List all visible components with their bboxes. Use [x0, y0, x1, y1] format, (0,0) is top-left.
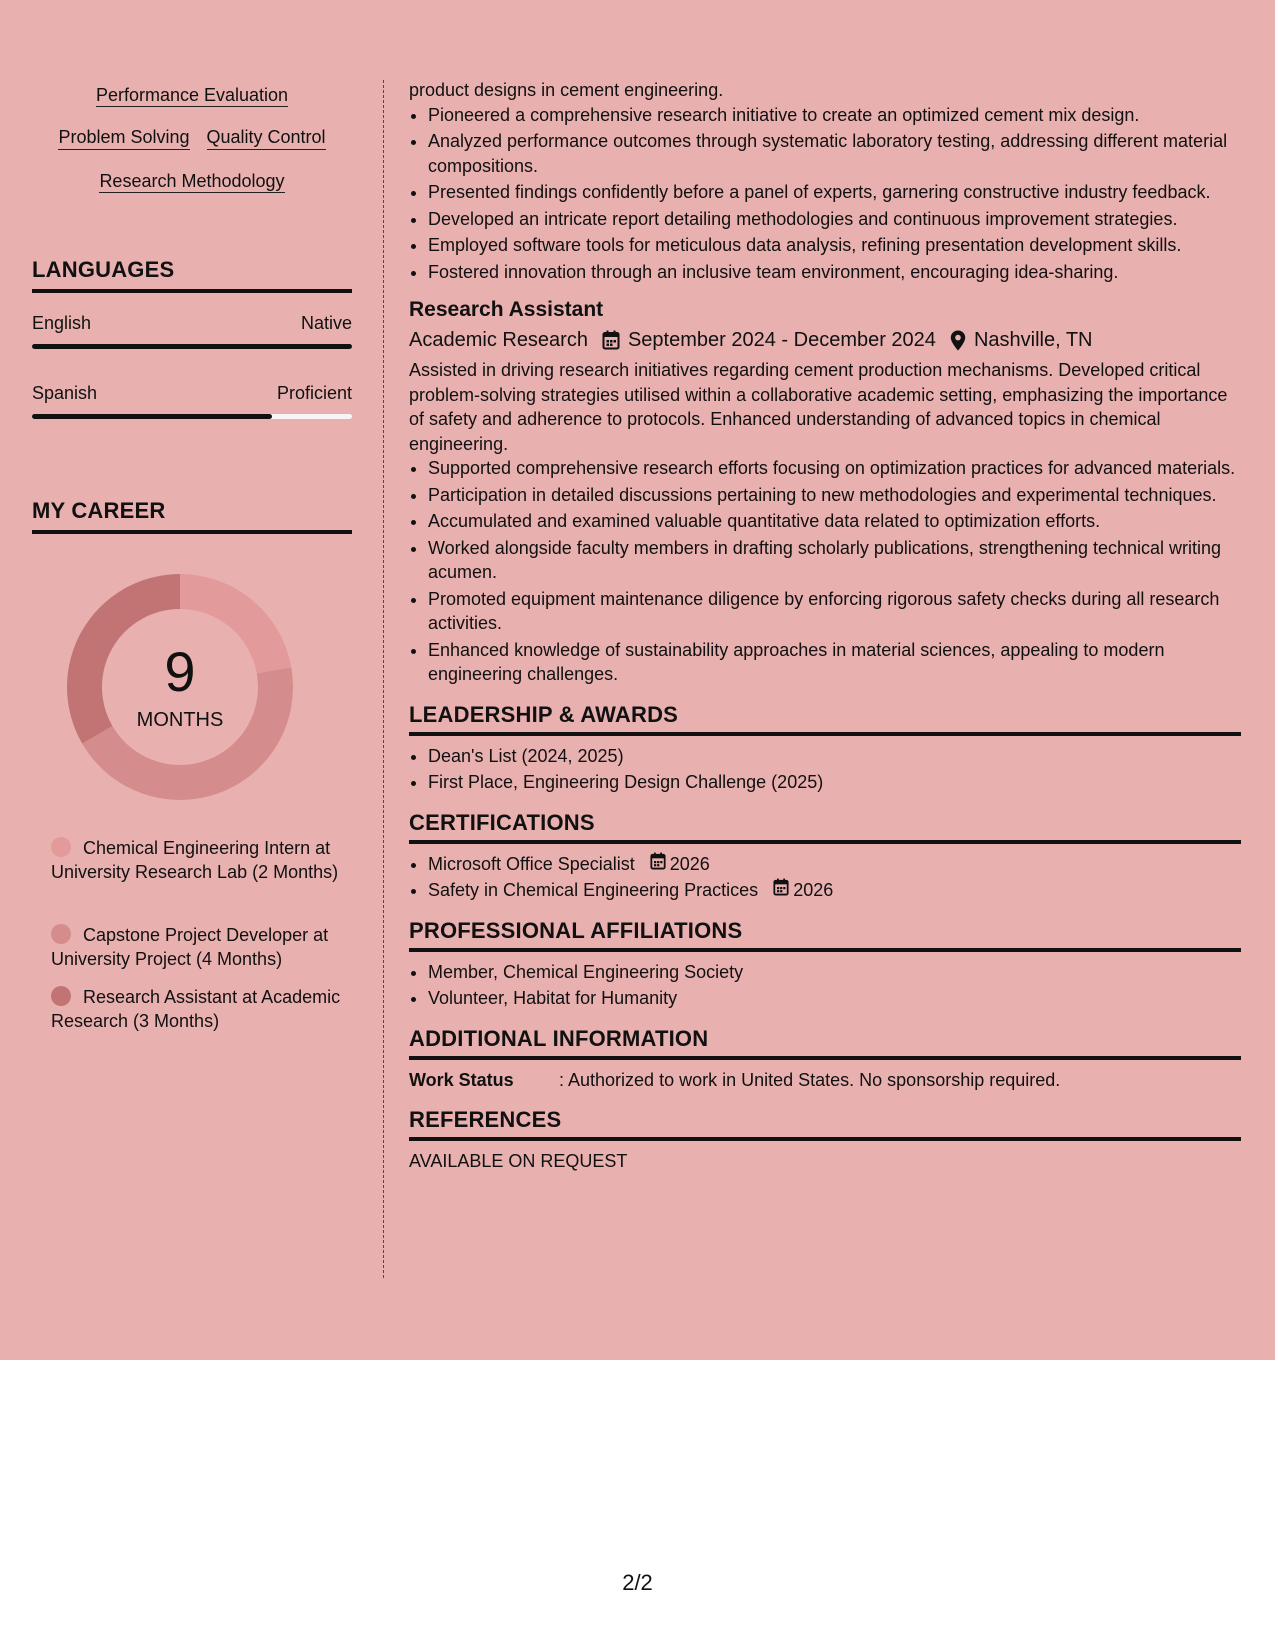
- section-title: LEADERSHIP & AWARDS: [409, 701, 679, 727]
- job-meta: [409, 325, 1241, 355]
- list-item: • Member, Chemical Engineering Society: [428, 960, 1241, 985]
- job-title: Research Assistant: [409, 298, 604, 321]
- work-status-row: [409, 1068, 1241, 1093]
- list-item: • Supported comprehensive research efforts focusing on optimization practices for advanced materials.: [428, 456, 1241, 481]
- language-level: Proficient: [276, 383, 352, 403]
- career-section: [32, 498, 352, 534]
- list-item: • Participation in detailed discussions pertaining to new methodologies and experimental techniques.: [428, 483, 1241, 508]
- list-item: • Analyzed performance outcomes through systematic laboratory testing, addressing different material compositions.: [428, 129, 1241, 178]
- list-item: • Volunteer, Habitat for Humanity: [428, 986, 1241, 1011]
- certifications-list: [409, 852, 1241, 903]
- career-legend-item: [51, 836, 341, 884]
- section-title: PROFESSIONAL AFFILIATIONS: [409, 917, 743, 943]
- cert-year: 2026: [669, 853, 710, 874]
- cert-name: Microsoft Office Specialist: [428, 853, 635, 874]
- list-item: • First Place, Engineering Design Challenge (2025): [428, 770, 1241, 795]
- calendar-icon: [773, 878, 789, 903]
- leadership-list: [409, 744, 1241, 795]
- section-rule: [409, 732, 1241, 736]
- references-text: AVAILABLE ON REQUEST: [409, 1151, 628, 1171]
- career-total-value: 9: [164, 640, 196, 703]
- language-bar-fill: [32, 414, 272, 419]
- list-item: • Dean's List (2024, 2025): [428, 744, 1241, 769]
- list-item: • Pioneered a comprehensive research initiative to create an optimized cement mix design.: [428, 103, 1241, 128]
- list-item: • Employed software tools for meticulous data analysis, refining presentation development skills.: [428, 233, 1241, 258]
- list-item: • Developed an intricate report detailing methodologies and continuous improvement strategies.: [428, 207, 1241, 232]
- section-rule: [32, 289, 352, 293]
- legend-dot-icon: [51, 924, 71, 944]
- section-rule: [409, 1056, 1241, 1060]
- list-item: • Accumulated and examined valuable quantitative data related to optimization efforts.: [428, 509, 1241, 534]
- list-item: [428, 852, 1241, 877]
- main-content: [409, 78, 1241, 1174]
- language-bar: [32, 414, 352, 419]
- list-item: • Worked alongside faculty members in drafting scholarly publications, strengthening technical writing acumen.: [428, 536, 1241, 585]
- job-company: Academic Research: [409, 329, 588, 351]
- language-row: [32, 313, 352, 334]
- language-level: Native: [300, 313, 352, 333]
- previous-job-bullets: [409, 103, 1241, 285]
- section-title: REFERENCES: [409, 1107, 562, 1132]
- info-label: Work Status: [409, 1069, 514, 1090]
- legend-dot-icon: [51, 986, 71, 1006]
- skill-tag: Quality Control: [207, 126, 326, 150]
- career-total-unit: MONTHS: [136, 709, 224, 731]
- career-legend-item: [51, 985, 341, 1033]
- job-bullets: [409, 456, 1241, 687]
- list-item: • Presented findings confidently before a panel of experts, garnering constructive industry feedback.: [428, 180, 1241, 205]
- section-title: ADDITIONAL INFORMATION: [409, 1025, 709, 1051]
- legend-dot-icon: [51, 837, 71, 857]
- job-dates: September 2024 - December 2024: [627, 329, 936, 351]
- sidebar: [32, 84, 352, 1031]
- section-title: CERTIFICATIONS: [409, 809, 595, 835]
- location-pin-icon: [950, 330, 966, 351]
- list-item: • Enhanced knowledge of sustainability approaches in material sciences, appealing to modern engineering challenges.: [428, 638, 1241, 687]
- calendar-icon: [602, 330, 620, 350]
- language-bar-fill: [32, 344, 352, 349]
- list-item: [428, 878, 1241, 903]
- job-summary: Assisted in driving research initiatives regarding cement production mechanisms. Developed critical problem-solving strategies utilised within a collaborative academic setting, emphasizing the importance of safety and adherence to protocols. Enhanced understanding of advanced topics in chemical engineering.: [409, 360, 1228, 454]
- languages-section: [32, 257, 352, 293]
- career-legend-item: [51, 923, 341, 971]
- language-row: [32, 383, 352, 404]
- cert-year: 2026: [793, 880, 834, 900]
- calendar-icon: [650, 852, 666, 877]
- career-legend-label: Research Assistant at Academic Research (3 Months): [51, 987, 341, 1031]
- section-title: LANGUAGES: [32, 257, 175, 282]
- continued-text: product designs in cement engineering.: [409, 80, 724, 100]
- affiliations-list: [409, 960, 1241, 1011]
- column-divider: [383, 80, 384, 1278]
- career-legend-label: Capstone Project Developer at University Project (4 Months): [51, 925, 329, 969]
- info-value: : Authorized to work in United States. No sponsorship required.: [559, 1069, 1061, 1090]
- language-name: Spanish: [32, 383, 98, 403]
- job-location: Nashville, TN: [973, 329, 1093, 351]
- list-item: • Promoted equipment maintenance diligence by enforcing rigorous safety checks during all research activities.: [428, 587, 1241, 636]
- section-rule: [409, 840, 1241, 844]
- language-bar: [32, 344, 352, 349]
- language-name: English: [32, 313, 92, 333]
- list-item: • Fostered innovation through an inclusive team environment, encouraging idea-sharing.: [428, 260, 1241, 285]
- career-legend-label: Chemical Engineering Intern at University Research Lab (2 Months): [51, 838, 339, 882]
- skill-tag: Performance Evaluation: [95, 85, 289, 105]
- skills-list: [32, 84, 352, 192]
- skill-tag: Research Methodology: [99, 171, 285, 191]
- skill-tag: Problem Solving: [58, 126, 189, 150]
- section-rule: [32, 530, 352, 534]
- section-rule: [409, 1137, 1241, 1141]
- cert-name: Safety in Chemical Engineering Practices: [428, 880, 759, 900]
- section-rule: [409, 948, 1241, 952]
- page-number: 2/2: [622, 1570, 653, 1595]
- section-title: MY CAREER: [32, 498, 166, 523]
